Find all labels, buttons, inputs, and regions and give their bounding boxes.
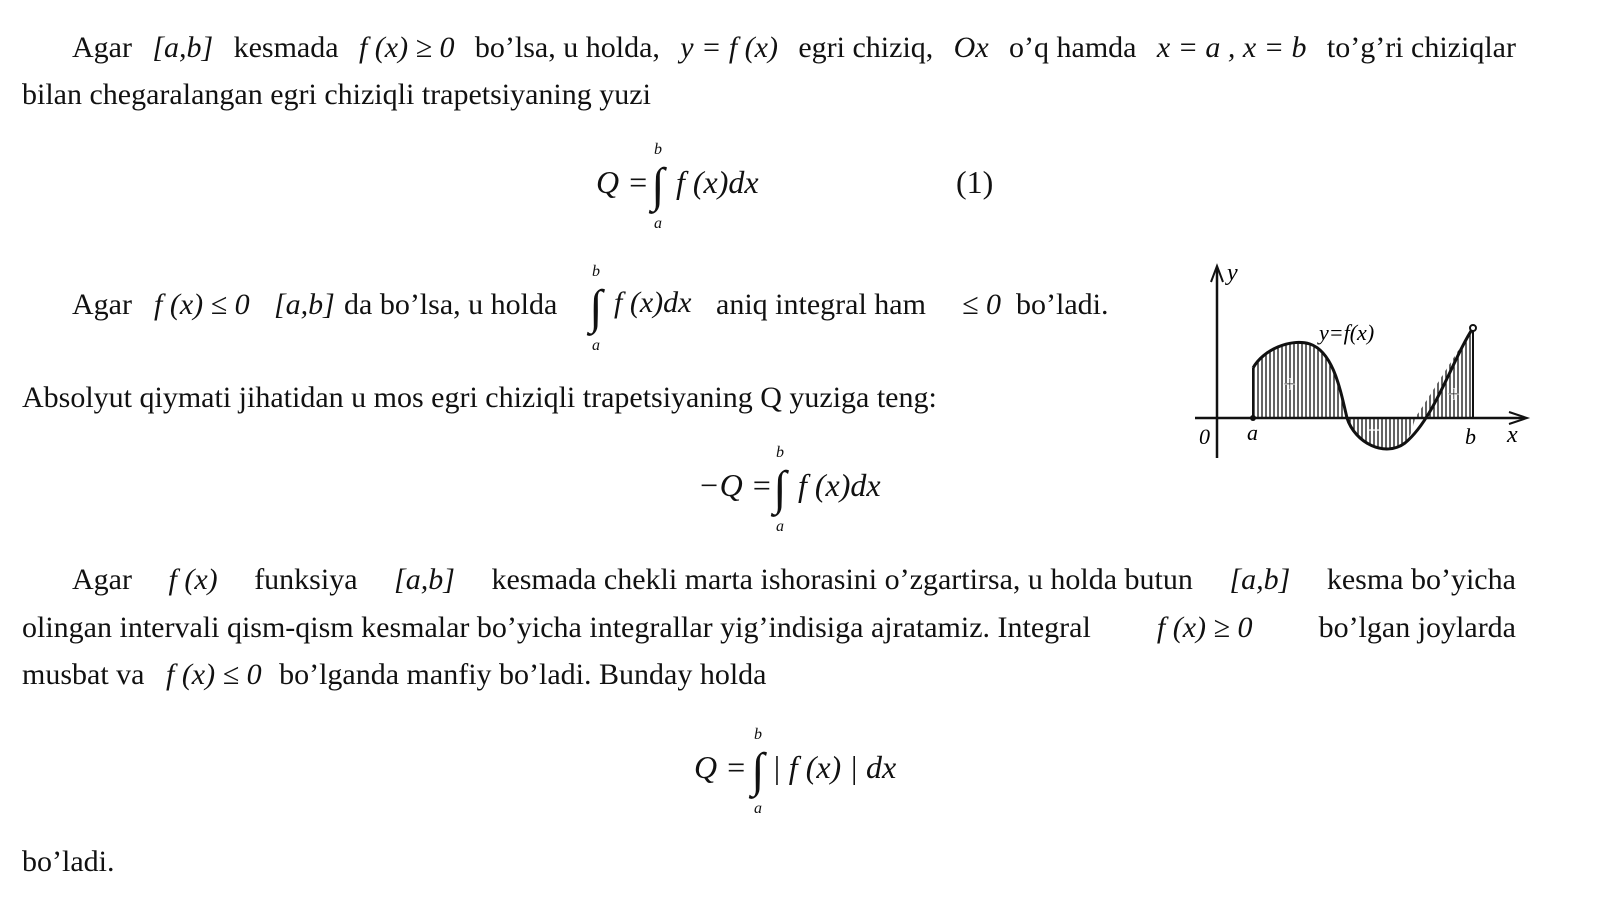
- p4-condition: f (x) ≥ 0: [1156, 611, 1253, 644]
- eq3-lower-limit: a: [754, 800, 762, 817]
- p2-word: bo’ladi.: [1016, 288, 1109, 321]
- p2-integral-sign: [582, 262, 610, 357]
- plus-sign-2: +: [1447, 382, 1461, 408]
- p4-function: f (x): [168, 563, 218, 596]
- eq3-lhs: Q =: [694, 749, 747, 785]
- p1-interval: [a,b]: [152, 31, 214, 64]
- p2-word: da bo’lsa, u holda: [344, 288, 558, 321]
- p2-word: aniq integral ham: [716, 288, 926, 321]
- p1-lines: x = a , x = b: [1156, 31, 1307, 64]
- eq1-number: (1): [956, 164, 994, 200]
- paragraph-3: Absolyut qiymati jihatidan u mos egri chiziqli trapetsiyaning Q yuziga teng:: [22, 381, 937, 414]
- p4-word: kesma bo’yicha: [1326, 563, 1516, 596]
- origin-label: 0: [1199, 424, 1210, 449]
- eq2-lhs: −Q =: [698, 467, 773, 503]
- paragraph-4-line-3: [22, 657, 766, 693]
- p4-text: bo’lganda manfiy bo’ladi. Bunday holda: [279, 658, 767, 691]
- paragraph-1-line-1: [72, 30, 1516, 66]
- p2-condition: f (x) ≤ 0: [154, 288, 250, 321]
- minus-sign: −: [1367, 418, 1381, 444]
- paragraph-2-end: [716, 287, 1136, 323]
- p4-text: bo’lgan joylarda: [1318, 611, 1516, 644]
- p1-function: y = f (x): [680, 31, 778, 64]
- paragraph-4-line-1: [72, 562, 1516, 598]
- p4-interval: [a,b]: [1229, 563, 1291, 596]
- eq1-integral-symbol: ∫: [651, 159, 665, 212]
- p4-interval: [a,b]: [394, 563, 455, 596]
- plus-sign-1: +: [1283, 372, 1297, 398]
- paragraph-4-line-2: [22, 610, 1516, 646]
- p4-word: funksiya: [254, 563, 358, 596]
- eq1-upper-limit: b: [654, 141, 662, 158]
- p1-axis: Ox: [953, 31, 989, 64]
- p1-word: Agar: [72, 31, 132, 64]
- equation-3: [694, 725, 914, 820]
- p2-word: Agar: [72, 288, 132, 321]
- eq2-lower-limit: a: [776, 518, 784, 535]
- p1-word: egri chiziq,: [798, 31, 934, 64]
- p4-word: Agar: [72, 563, 132, 596]
- eq2-integral-symbol: ∫: [773, 462, 787, 515]
- p2-integrand: f (x)dx: [614, 286, 692, 319]
- eq3-integrand: | f (x) | dx: [772, 749, 897, 785]
- p4-text: kesmada chekli marta ishorasini o’zgartirsa, u holda butun: [491, 563, 1193, 596]
- y-axis-label: y: [1227, 260, 1238, 286]
- p1-word: bo’lsa, u holda,: [474, 31, 660, 64]
- area-figure: [1185, 258, 1535, 463]
- eq3-integral-sign: [744, 725, 772, 820]
- eq2-upper-limit: b: [776, 444, 784, 461]
- p2-lower-limit: a: [592, 337, 600, 354]
- equation-2: [698, 443, 918, 538]
- p2-interval: [a,b]: [274, 288, 335, 321]
- eq1-integrand: f (x)dx: [676, 164, 759, 200]
- eq3-upper-limit: b: [754, 726, 762, 743]
- eq1-lower-limit: a: [654, 215, 662, 232]
- p2-integral-symbol: ∫: [589, 281, 603, 334]
- paragraph-1-line-2: bilan chegaralangan egri chiziqli trapetsiyaning yuzi: [22, 78, 651, 111]
- p4-text: musbat va: [22, 658, 145, 691]
- a-label: a: [1247, 420, 1258, 445]
- p1-word: to’g’ri chiziqlar: [1326, 31, 1516, 64]
- b-label: b: [1465, 424, 1476, 449]
- eq1-lhs: Q =: [596, 164, 649, 200]
- curve-label: y=f(x): [1319, 320, 1375, 345]
- eq2-integral-sign: [766, 443, 794, 538]
- x-axis-label: x: [1507, 422, 1518, 448]
- p1-word: kesmada: [233, 31, 339, 64]
- eq2-integrand: f (x)dx: [798, 467, 881, 503]
- eq3-integral-symbol: ∫: [751, 744, 765, 797]
- p2-inline-integral: [582, 262, 722, 357]
- point-end: [1470, 325, 1476, 331]
- p1-condition: f (x) ≥ 0: [358, 31, 455, 64]
- paragraph-5: bo’ladi.: [22, 845, 115, 878]
- p2-bound: ≤ 0: [962, 288, 1001, 321]
- p4-condition: f (x) ≤ 0: [165, 658, 262, 691]
- equation-1: [596, 140, 1016, 235]
- p4-text: olingan intervali qism-qism kesmalar bo’yicha integrallar yig’indisiga ajratamiz. Integral: [22, 611, 1091, 644]
- eq1-integral-sign: [644, 140, 672, 235]
- p2-upper-limit: b: [592, 263, 600, 280]
- p1-word: o’q hamda: [1009, 31, 1137, 64]
